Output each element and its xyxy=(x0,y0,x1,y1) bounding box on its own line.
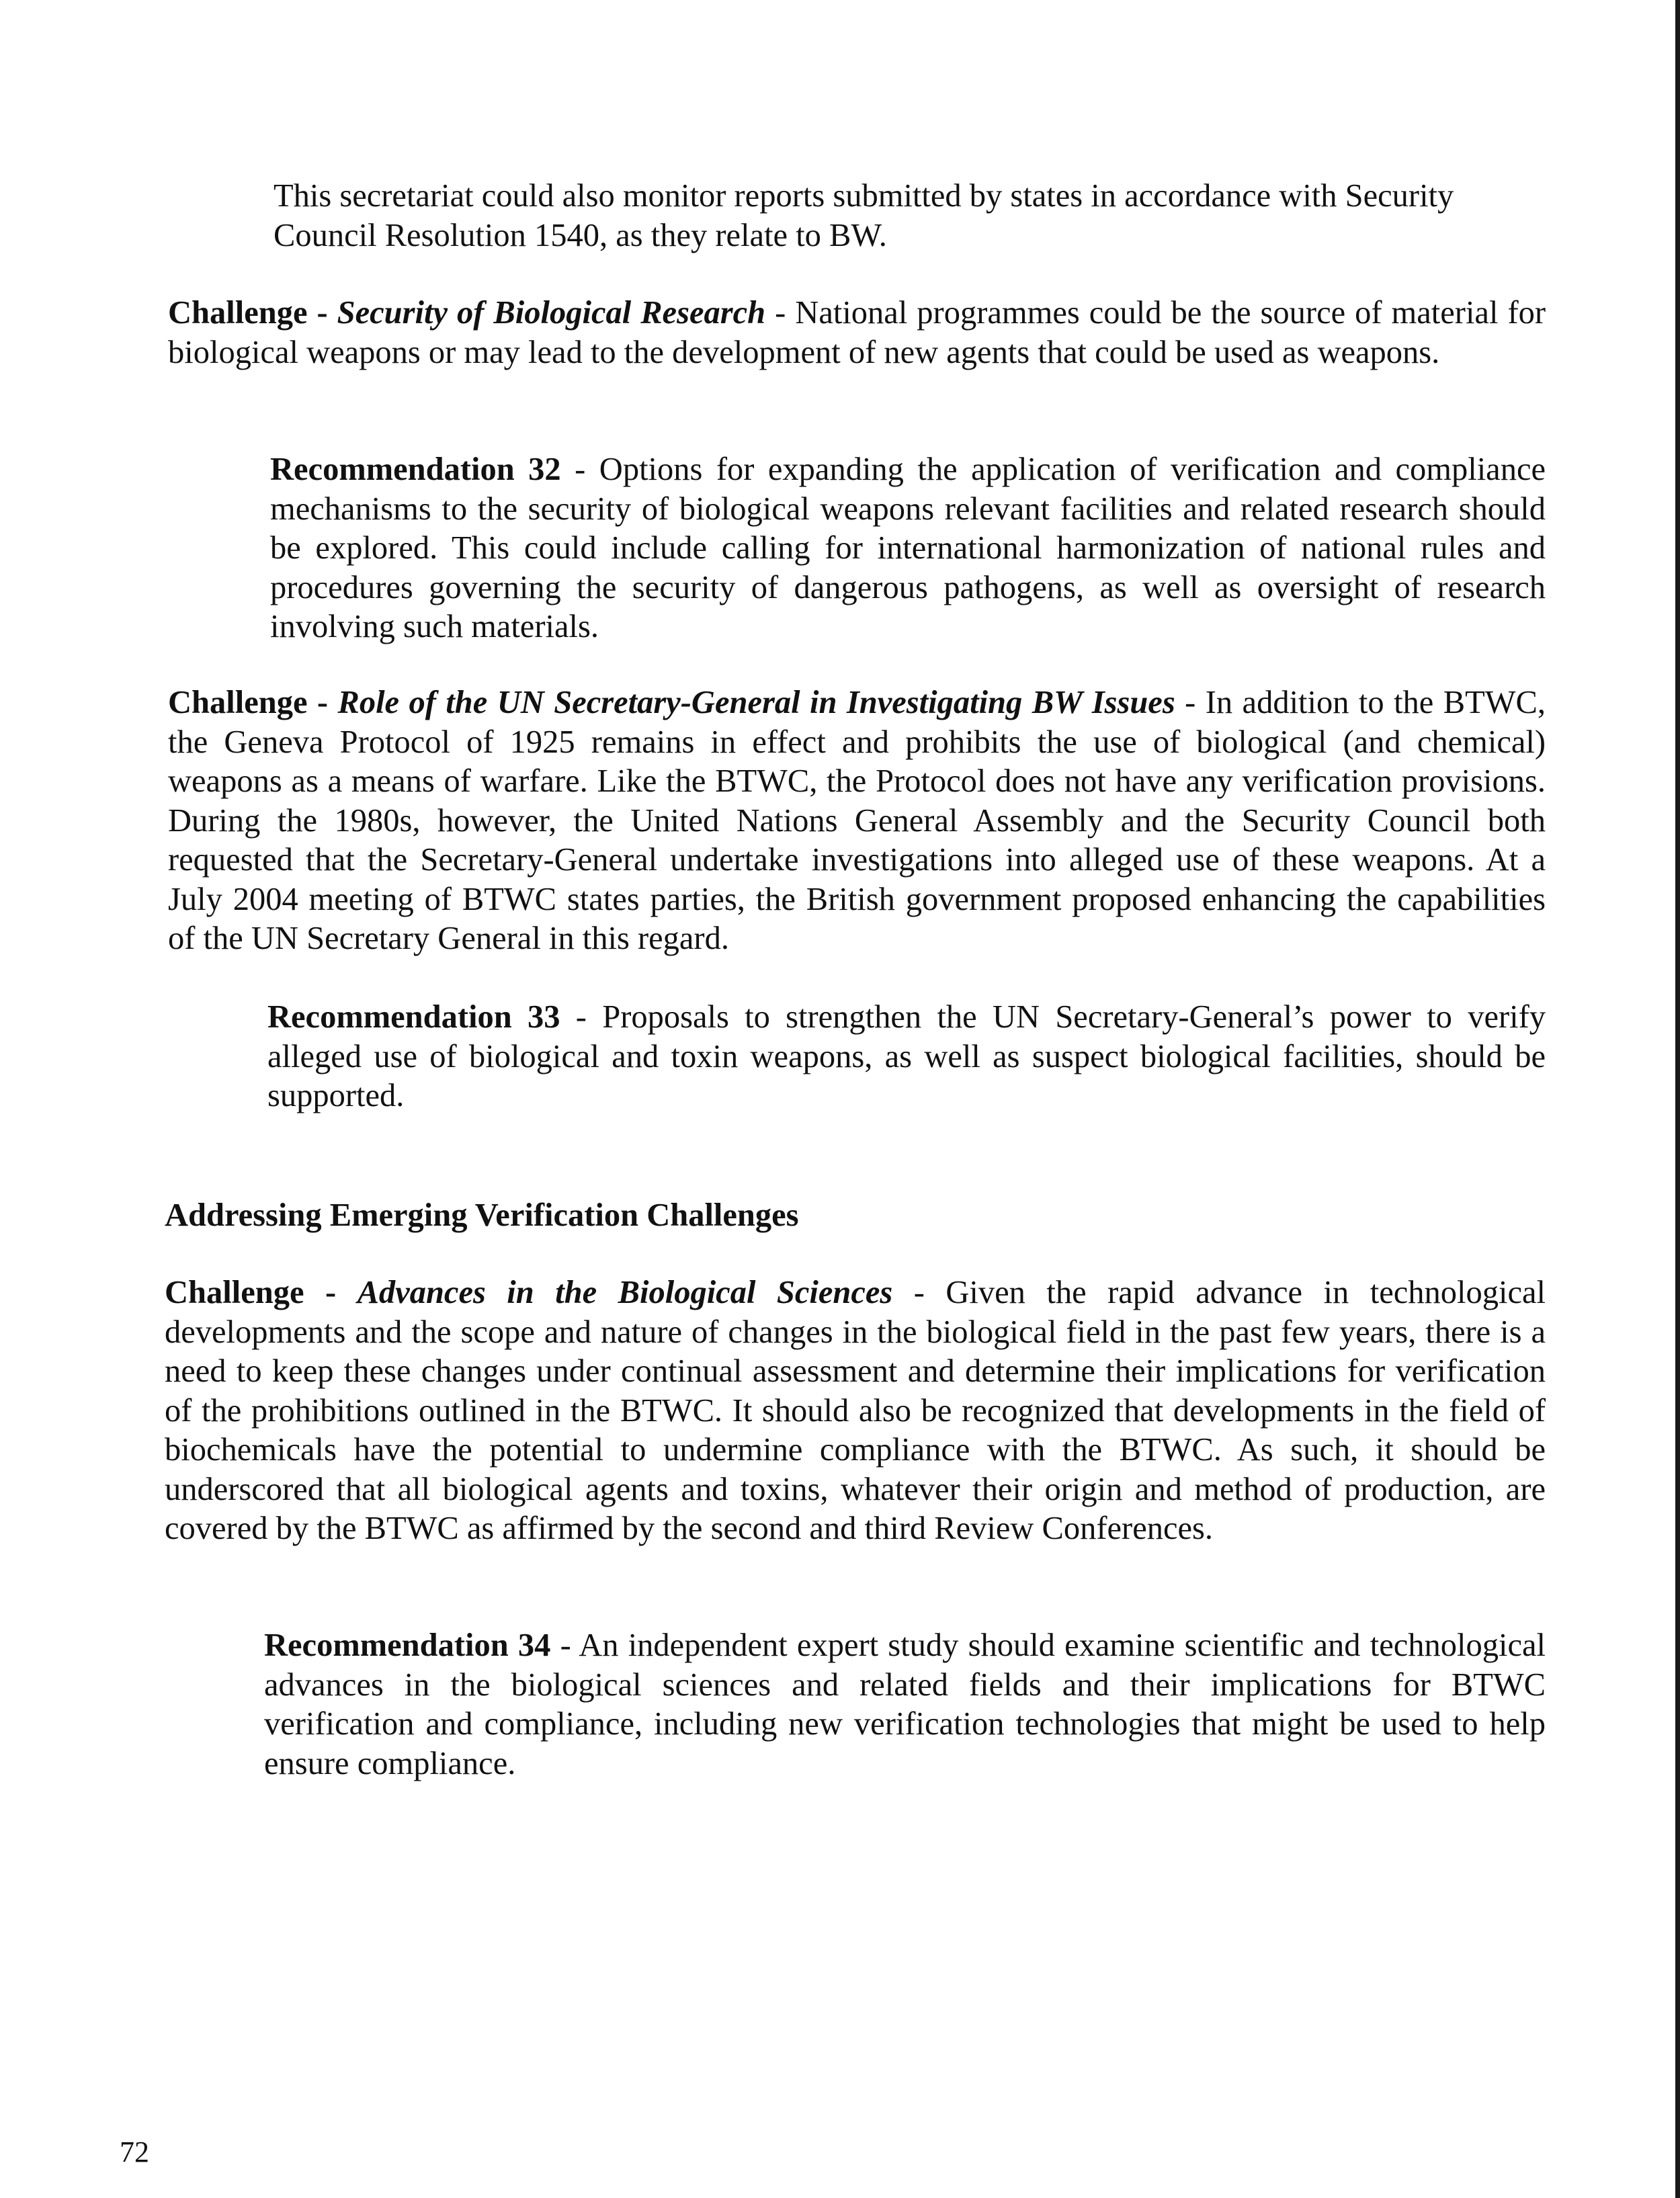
intro-paragraph: This secretariat could also monitor reports submitted by states in accordance with Security Council Resolution 1540, as they relate to BW. xyxy=(274,178,1454,253)
section-heading: Addressing Emerging Verification Challenges xyxy=(165,1197,799,1233)
challenge-security-paragraph xyxy=(168,294,1546,372)
recommendation-34-paragraph xyxy=(264,1626,1546,1783)
challenge-lead: Challenge - xyxy=(165,1275,358,1310)
challenge-title: Role of the UN Secretary-General in Investigating BW Issues xyxy=(337,685,1175,720)
recommendation-body: - An independent expert study should examine scientific and technological advances in the biological sciences and related fields and their implications for BTWC verification and compliance, including new verification technologies that might be used to help ensure compliance. xyxy=(264,1628,1546,1781)
recommendation-body: - Proposals to strengthen the UN Secretary-General’s power to verify alleged use of biological and toxin weapons, as well as suspect biological facilities, should be supported. xyxy=(267,999,1546,1113)
challenge-body: - In addition to the BTWC, the Geneva Protocol of 1925 remains in effect and prohibits the use of biological (and chemical) weapons as a means of warfare. Like the BTWC, the Protocol does not have any verification provisions. During the 1980s, however, the United Nations General Assembly and the Security Council both requested that the Secretary-General undertake investigations into alleged use of these weapons. At a July 2004 meeting of BTWC states parties, the British government proposed enhancing the capabilities of the UN Secretary General in this regard. xyxy=(168,685,1546,956)
challenge-body: - Given the rapid advance in technological developments and the scope and nature of changes in the biological field in the past few years, there is a need to keep these changes under continual assessment and determine their implications for verification of the prohibitions outlined in the BTWC. It should also be recognized that developments in the field of biochemicals have the potential to undermine compliance with the BTWC. As such, it should be underscored that all biological agents and toxins, whatever their origin and method of production, are covered by the BTWC as affirmed by the second and third Review Conferences. xyxy=(165,1275,1546,1546)
challenge-un-paragraph xyxy=(168,683,1546,959)
recommendation-32-paragraph xyxy=(270,450,1546,647)
page-number: 72 xyxy=(120,2136,149,2168)
challenge-title: Security of Biological Research xyxy=(337,295,766,331)
challenge-lead: Challenge - xyxy=(168,295,337,331)
challenge-body: - National programmes could be the source of material for biological weapons or may lead to the development of new agents that could be used as weapons. xyxy=(168,295,1546,370)
challenge-advances-paragraph xyxy=(165,1273,1546,1549)
page-edge-scan-border xyxy=(1675,0,1680,2198)
recommendation-body: - Options for expanding the application of verification and compliance mechanisms to the security of biological weapons relevant facilities and related research should be explored. This could include calling for international harmonization of national rules and procedures governing the security of dangerous pathogens, as well as oversight of research involving such materials. xyxy=(270,452,1546,644)
recommendation-lead: Recommendation 32 xyxy=(270,452,561,487)
recommendation-lead: Recommendation 33 xyxy=(267,999,560,1035)
challenge-title: Advances in the Biological Sciences xyxy=(357,1275,893,1310)
recommendation-33-paragraph xyxy=(267,998,1546,1116)
recommendation-lead: Recommendation 34 xyxy=(264,1628,551,1663)
challenge-lead: Challenge - xyxy=(168,685,338,720)
